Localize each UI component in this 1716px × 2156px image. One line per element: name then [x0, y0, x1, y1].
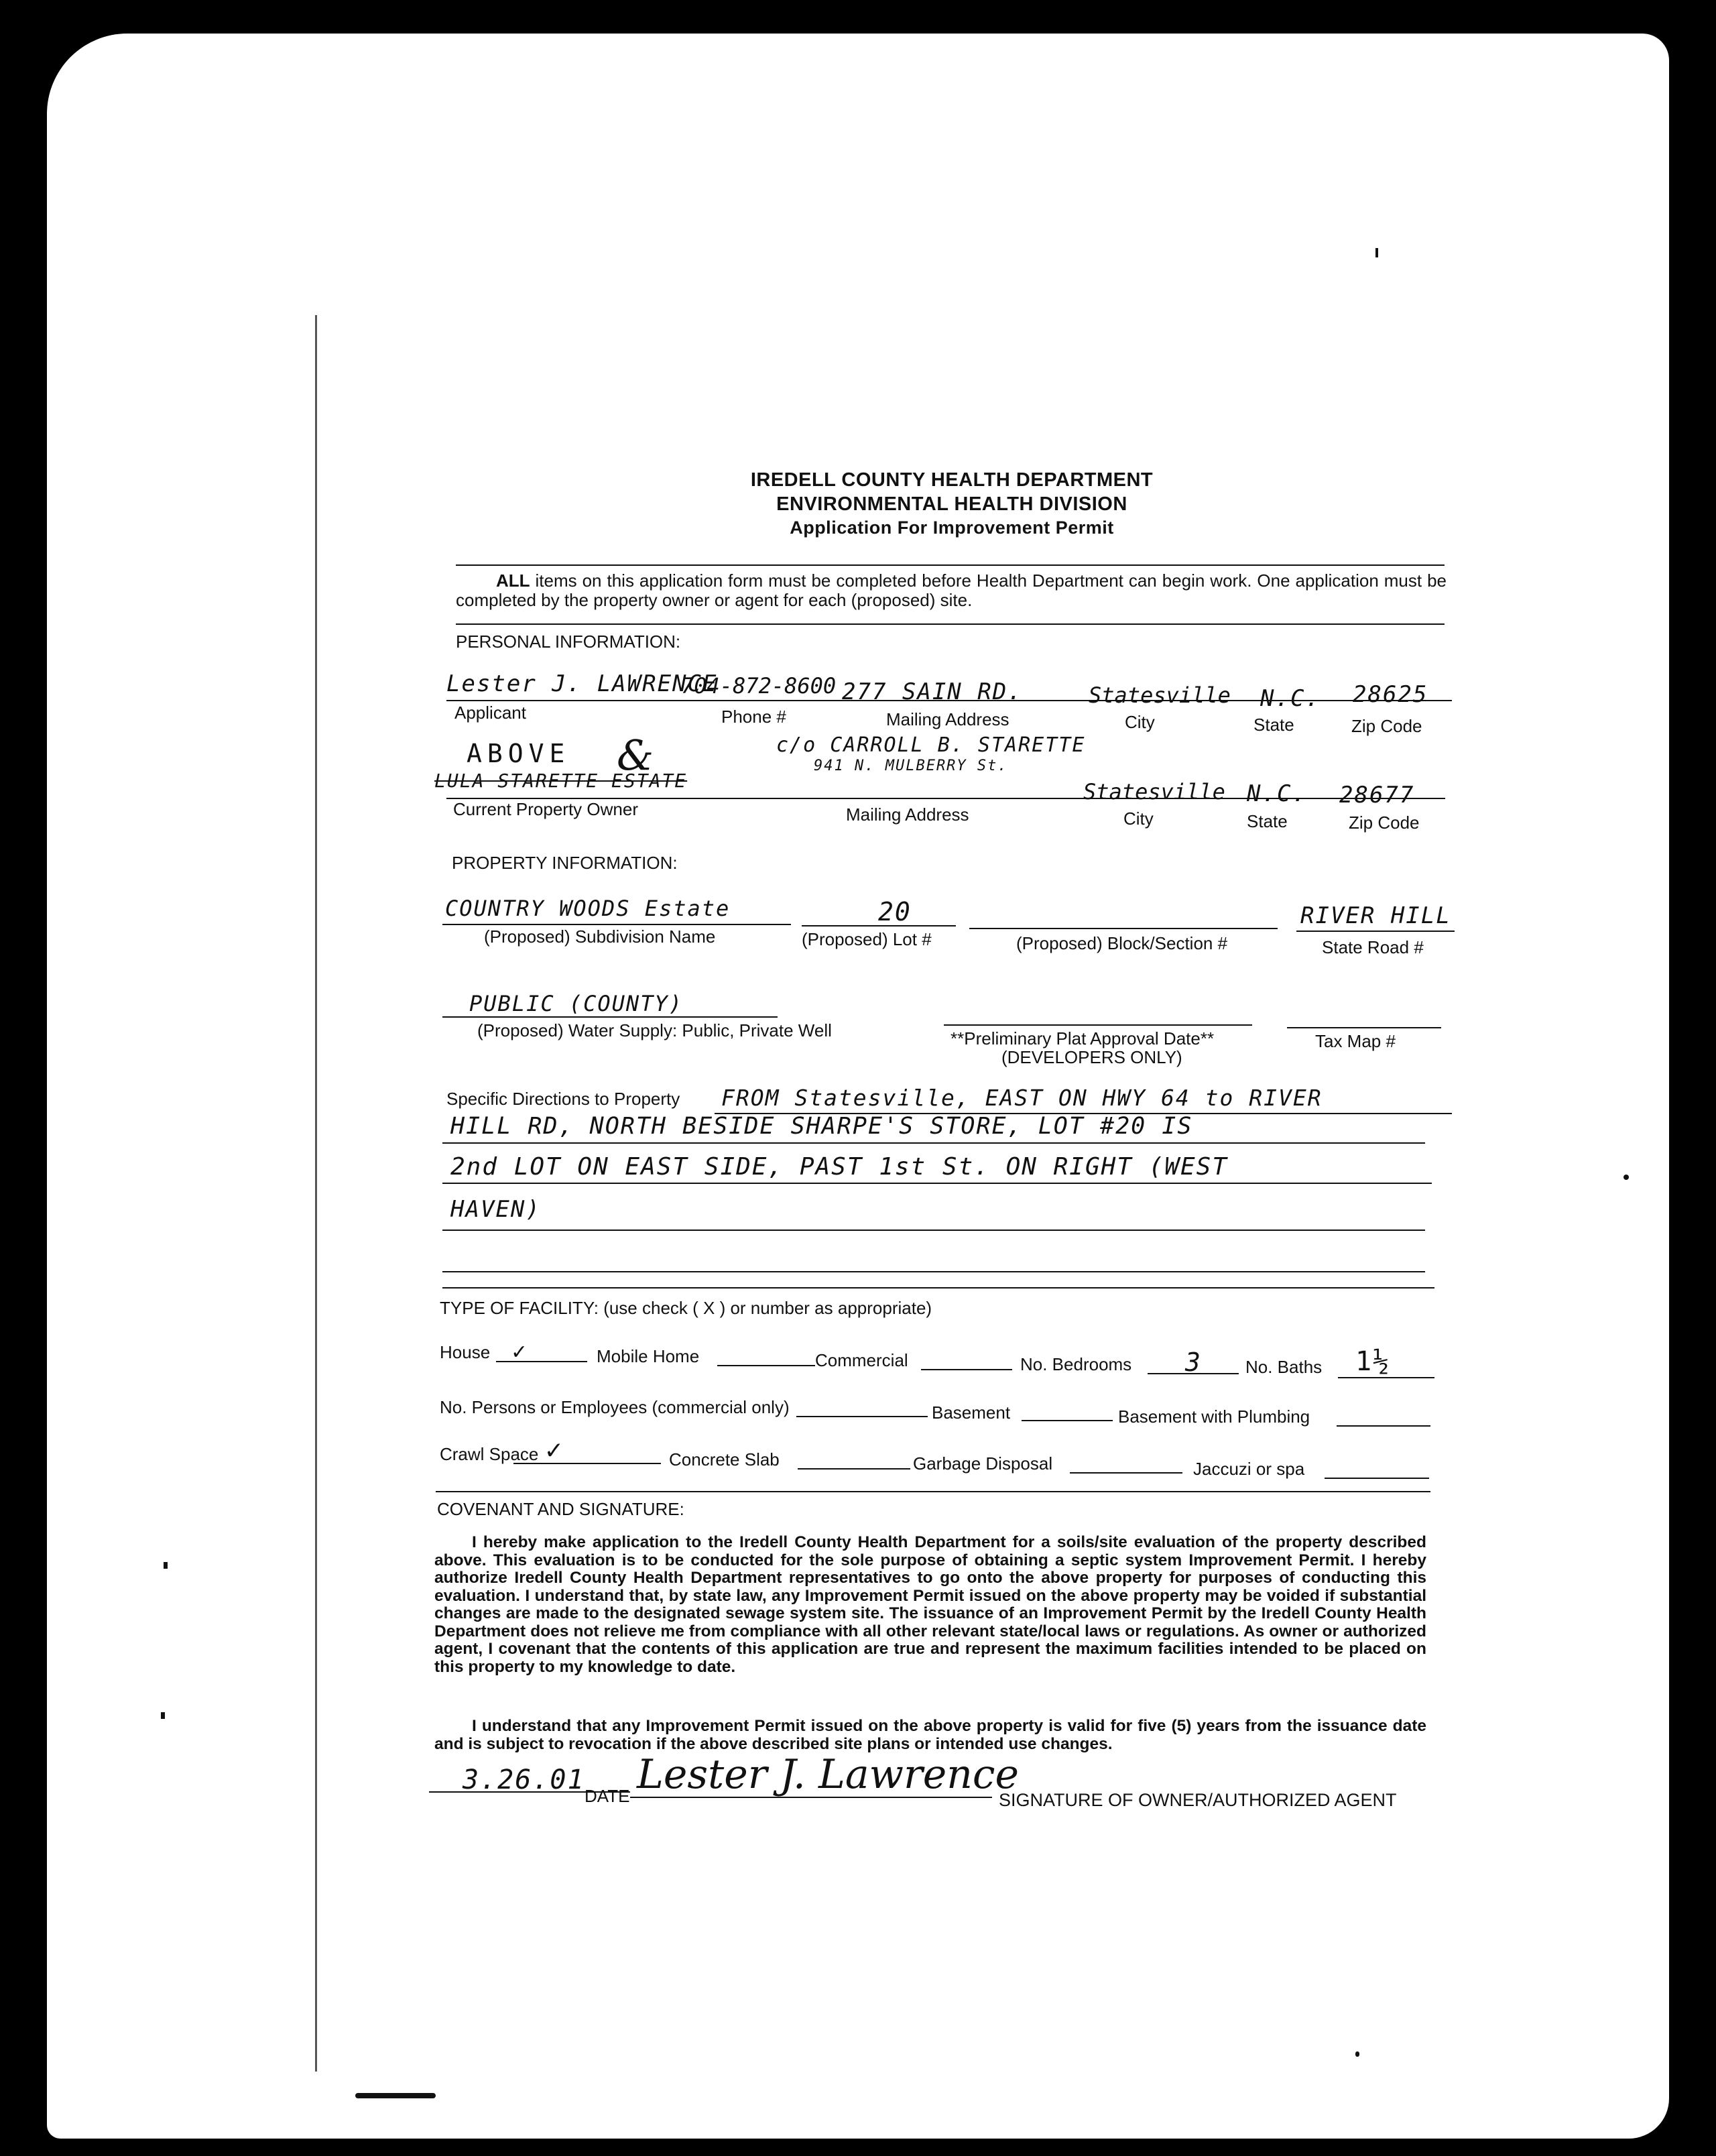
- header-line3: Application For Improvement Permit: [790, 518, 1114, 538]
- garbage-line: [1070, 1472, 1182, 1474]
- city-label: City: [1125, 712, 1155, 732]
- scan-speck: [1375, 248, 1378, 257]
- slab-line: [798, 1468, 910, 1470]
- covenant-paragraph-1: I hereby make application to the Iredell County Health Department for a soils/site evaluation of the property described above. This evaluation is to be conducted for the sole purpose of obtaining a septic system Improvement Permit. I hereby authorize Iredell County Health Department representatives to go onto the above property for purposes of conducting this evaluation. I understand that, by state law, any Improvement Permit issued on the above property may be voided if substantial changes are made to the designated sewage system site. The issuance of an Improvement Permit by the Iredell County Health Department does not relieve me from compliance with all other relevant state/local laws or regulations. As owner or authorized agent, I covenant that the contents of this application are true and represent the maximum facilities intended to be placed on this property to my knowledge to date.: [434, 1533, 1426, 1676]
- state-label: State: [1253, 715, 1294, 735]
- owner-label: Current Property Owner: [453, 799, 638, 819]
- water-line: [442, 1016, 778, 1018]
- directions-line1: FROM Statesville, EAST ON HWY 64 to RIVER: [721, 1085, 1323, 1111]
- signature-value: Lester J. Lawrence: [637, 1751, 1019, 1798]
- basement-label: Basement: [932, 1402, 1011, 1423]
- commercial-label: Commercial: [815, 1350, 908, 1370]
- facility-heading-note: (use check ( X ) or number as appropriate): [603, 1298, 932, 1318]
- facility-heading: [440, 1298, 932, 1319]
- block-line: [969, 928, 1278, 929]
- directions-rule2: [442, 1142, 1425, 1144]
- jacuzzi-label: Jaccuzi or spa: [1193, 1459, 1305, 1479]
- jacuzzi-line: [1325, 1478, 1429, 1479]
- owner-state-value: N.C.: [1247, 780, 1307, 807]
- divider: [456, 564, 1445, 566]
- zip-label: Zip Code: [1351, 716, 1422, 736]
- lot-line: [802, 925, 956, 926]
- subdivision-value: COUNTRY WOODS Estate: [445, 896, 731, 921]
- house-line: [496, 1361, 587, 1362]
- owner-mailing-line1: c/o CARROLL B. STARETTE: [776, 733, 1086, 757]
- scan-speck: [1623, 1175, 1629, 1180]
- facility-heading-text: TYPE OF FACILITY:: [440, 1298, 599, 1318]
- taxmap-label: Tax Map #: [1315, 1031, 1396, 1051]
- covenant-heading: COVENANT AND SIGNATURE:: [437, 1499, 684, 1519]
- scan-speck: [161, 1712, 165, 1719]
- scan-speck: [355, 2093, 436, 2098]
- persons-line: [796, 1416, 928, 1417]
- divider: [456, 623, 1445, 625]
- owner-struck-value: LULA STARETTE ESTATE: [434, 770, 688, 792]
- directions-rule3: [442, 1183, 1432, 1184]
- owner-mailing-label: Mailing Address: [846, 804, 969, 825]
- intro-lead: ALL: [496, 571, 530, 591]
- directions-line4: HAVEN): [450, 1196, 541, 1223]
- directions-rule6: [442, 1287, 1434, 1289]
- subdivision-label: (Proposed) Subdivision Name: [484, 926, 716, 947]
- property-heading: PROPERTY INFORMATION:: [452, 853, 678, 873]
- bedrooms-label: No. Bedrooms: [1020, 1354, 1132, 1374]
- owner-zip-label: Zip Code: [1349, 813, 1420, 833]
- signature-line: [630, 1797, 992, 1798]
- owner-above-value: ABOVE: [467, 739, 570, 768]
- water-label: (Proposed) Water Supply: Public, Private Well: [477, 1020, 832, 1040]
- owner-city-value: Statesville: [1083, 779, 1225, 804]
- mobile-label: Mobile Home: [597, 1346, 700, 1366]
- road-line: [1296, 931, 1455, 932]
- basement-plumb-line: [1337, 1425, 1430, 1427]
- owner-mailing-line2: 941 N. MULBERRY St.: [814, 758, 1008, 774]
- lot-label: (Proposed) Lot #: [802, 929, 932, 949]
- house-label: House: [440, 1342, 491, 1362]
- mobile-line: [717, 1365, 815, 1366]
- directions-line3: 2nd LOT ON EAST SIDE, PAST 1st St. ON RIGHT (WEST: [450, 1153, 1229, 1181]
- bedrooms-line: [1148, 1373, 1239, 1374]
- crawl-line: [513, 1463, 661, 1464]
- slab-label: Concrete Slab: [669, 1449, 780, 1470]
- personal-heading: PERSONAL INFORMATION:: [456, 632, 681, 652]
- baths-line: [1338, 1377, 1434, 1378]
- directions-rule4: [442, 1230, 1425, 1231]
- directions-line2: HILL RD, NORTH BESIDE SHARPE'S STORE, LOT #20 IS: [450, 1113, 1193, 1140]
- water-value: PUBLIC (COUNTY): [469, 991, 683, 1016]
- phone-label: Phone #: [721, 707, 786, 727]
- state-value: N.C.: [1260, 685, 1321, 712]
- plat-label: **Preliminary Plat Approval Date**: [951, 1028, 1215, 1049]
- phone-value: 704-872-8600: [681, 673, 837, 699]
- plat-line: [944, 1024, 1252, 1026]
- covenant-paragraph-2: I understand that any Improvement Permit issued on the above property is valid for five (5) years from the issuance date and is subject to revocation if the above described site plans or intended use changes.: [434, 1717, 1426, 1753]
- header-line1: IREDELL COUNTY HEALTH DEPARTMENT: [750, 469, 1154, 491]
- scan-speck: [1355, 2051, 1359, 2057]
- signature-label: SIGNATURE OF OWNER/AUTHORIZED AGENT: [999, 1790, 1397, 1810]
- directions-label: Specific Directions to Property: [446, 1089, 680, 1109]
- block-label: (Proposed) Block/Section #: [1016, 933, 1228, 953]
- city-value: Statesville: [1089, 682, 1231, 708]
- commercial-line: [921, 1369, 1012, 1370]
- owner-state-label: State: [1247, 811, 1288, 831]
- scan-speck: [315, 315, 317, 2072]
- persons-label: No. Persons or Employees (commercial only): [440, 1397, 790, 1417]
- garbage-label: Garbage Disposal: [913, 1453, 1053, 1474]
- mailing-value: 277 SAIN RD.: [842, 678, 1023, 705]
- zip-value: 28625: [1353, 681, 1428, 708]
- basement-line: [1022, 1420, 1113, 1421]
- owner-zip-value: 28677: [1339, 782, 1415, 808]
- date-label: DATE: [585, 1786, 630, 1806]
- basement-plumb-label: Basement with Plumbing: [1118, 1406, 1310, 1427]
- baths-value: 1½: [1355, 1346, 1391, 1377]
- road-label: State Road #: [1322, 937, 1424, 957]
- bedrooms-value: 3: [1185, 1348, 1202, 1377]
- intro-body: items on this application form must be completed before Health Department can begin work. One application must be completed by the property owner or agent for each (proposed) site.: [456, 571, 1447, 610]
- plat-note: (DEVELOPERS ONLY): [1001, 1047, 1182, 1067]
- ampersand-mark: &: [617, 731, 654, 780]
- crawl-label: Crawl Space: [440, 1444, 539, 1464]
- owner-city-label: City: [1123, 808, 1154, 829]
- baths-label: No. Baths: [1245, 1357, 1323, 1377]
- intro-text: [456, 571, 1447, 610]
- applicant-line: [446, 700, 1452, 701]
- directions-rule5: [442, 1271, 1425, 1272]
- taxmap-line: [1287, 1027, 1441, 1028]
- lot-value: 20: [878, 897, 912, 926]
- facility-end-line: [436, 1491, 1430, 1492]
- road-value: RIVER HILL: [1300, 902, 1451, 929]
- applicant-value: Lester J. LAWRENCE: [446, 670, 718, 697]
- scan-speck: [164, 1562, 168, 1569]
- applicant-label: Applicant: [454, 703, 526, 723]
- crawl-value: ✓: [546, 1435, 564, 1465]
- date-value: 3.26.01: [463, 1764, 585, 1795]
- subdivision-line: [442, 924, 791, 925]
- header-line2: ENVIRONMENTAL HEALTH DIVISION: [776, 493, 1127, 515]
- house-value: ✓: [512, 1338, 528, 1365]
- mailing-label: Mailing Address: [886, 709, 1009, 729]
